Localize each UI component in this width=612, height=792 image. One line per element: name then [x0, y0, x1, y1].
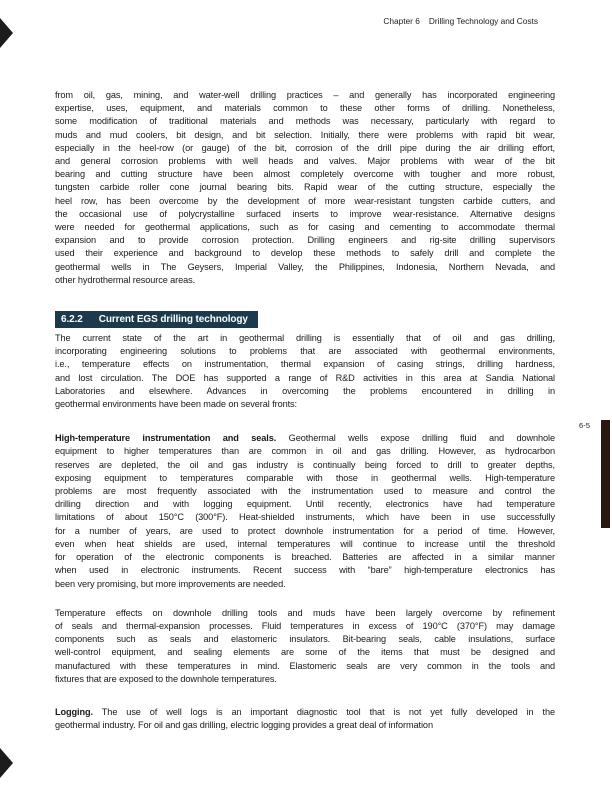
text-line: even when heat shields are used, internal temperatures will continue to increase until the threshold: [55, 538, 555, 549]
text-line: and general corrosion problems with well heads and valves. Major problems with wear of the bit: [55, 156, 555, 167]
text-line: geothermal environments have been made on several fronts:: [55, 399, 297, 410]
text-line: exposing equipment to temperatures comparable with those in geothermal wells. High-temperature: [55, 472, 555, 483]
text-line: geothermal wells in The Geysers, Imperial Valley, the Philippines, Indonesia, Northern Nevada, and: [55, 261, 555, 272]
text-line: other hydrothermal resource areas.: [55, 274, 196, 285]
paragraph-high-temperature-instrumentation: [55, 432, 555, 590]
text-line: reserves are depleted, the oil and gas industry is continually being forced to drill to greater depths,: [55, 459, 555, 470]
text-line: components such as seals and elastomeric insulators. Bit-bearing seals, cable insulations, surface: [55, 634, 555, 645]
text-line: The current state of the art in geothermal drilling is essentially that of oil and gas drilling,: [55, 333, 555, 344]
chapter-edge-bar: [601, 420, 610, 528]
text-line: tungsten carbide roller cone journal bearing bits. Rapid wear of the cutting structure, especially the: [55, 182, 555, 193]
text-line: of seals and thermal-expansion processes. Fluid temperatures in excess of 190°C (370°F) may damage: [55, 620, 555, 631]
text-line: for operation of the electronic components is breached. Batteries are affected in a similar manner: [55, 552, 555, 563]
text-line: bearing and cutting structure have been almost completely overcome with tougher and more robust,: [55, 169, 555, 180]
text-line: muds and mud coolers, bit design, and bit selection. Initially, there were problems with rapid bit wear,: [55, 129, 555, 140]
text-line: expertise, uses, equipment, and materials common to these other forms of drilling. Nonetheless,: [55, 103, 555, 114]
text-line: especially in the heel-row (or gauge) of the bit, corrosion of the drill pipe during the air drilling effort,: [55, 142, 555, 153]
text-line: for a number of years, are used to protect downhole instrumentation for a period of time. However,: [55, 525, 555, 536]
text-line: heel row, has been overcome by the development of more wear-resistant tungsten carbide cutters, and: [55, 195, 555, 206]
paragraph-temperature-effects: [55, 607, 555, 686]
running-header-title: Drilling Technology and Costs: [428, 16, 538, 26]
text-line: when used in electronic instruments. Recent success with “bare” high-temperature electronics has: [55, 565, 555, 576]
text-line: limitations of about 150°C (300°F). Heat-shielded instruments, which have been in use successfully: [55, 512, 555, 523]
text-line: manufactured with these temperatures in mind. Elastomeric seals are very common in the tools and: [55, 660, 555, 671]
text-line: used their experience and background to develop these methods to safely drill and complete the: [55, 248, 555, 259]
text-line: fixtures that are exposed to the downhole temperatures.: [55, 673, 277, 684]
text-line: were needed for geothermal applications, such as for casing and cementing to accommodate thermal: [55, 222, 555, 233]
section-title: Current EGS drilling technology: [98, 313, 248, 325]
text-line: Laboratories and elsewhere. Advances in overcoming the problems encountered in drilling in: [55, 385, 555, 396]
corner-mark-bottom-left: [0, 748, 13, 778]
text-line: incorporating engineering solutions to problems that are associated with geothermal environments,: [55, 346, 555, 357]
text-line: been very promising, but more improvements are needed.: [55, 578, 286, 589]
text-line: equipment to higher temperatures than are common in oil and gas drilling. However, as hydrocarbon: [55, 446, 555, 457]
text-line: problems are most frequently associated with the instrumentation used to measure and control the: [55, 486, 555, 497]
paragraph-current-state-of-art: [55, 332, 555, 411]
paragraph-logging: [55, 706, 555, 732]
text-line: Temperature effects on downhole drilling tools and muds have been largely overcome by refinement: [55, 607, 555, 618]
text-line: drilling direction and with logging equipment. Until recently, electronics have had temperature: [55, 499, 555, 510]
text-line: from oil, gas, mining, and water-well drilling practices – and generally has incorporated engineering: [55, 90, 555, 100]
text-line: Logging. The use of well logs is an important diagnostic tool that is not yet fully developed in the: [55, 706, 555, 717]
text-line: geothermal industry. For oil and gas drilling, electric logging provides a great deal of information: [55, 720, 433, 731]
text-line: expansion and to provide corrosion protection. Drilling engineers and rig-site drilling supervisors: [55, 235, 555, 246]
text-line: High-temperature instrumentation and seals. Geothermal wells expose drilling fluid and downhole: [55, 433, 555, 444]
text-line: some modification of traditional materials and methods was necessary, particularly with regard to: [55, 116, 555, 127]
paragraph-drilling-practices: [55, 89, 555, 287]
text-line: the occasional use of polycrystalline surfaced inserts to improve wear-resistance. Alternative designs: [55, 208, 555, 219]
running-header: [383, 16, 538, 26]
running-header-chapter: Chapter 6: [383, 16, 420, 26]
text-line: well-control equipment, and sealing elements are some of the items that must be designed and: [55, 647, 555, 658]
section-heading-bar: [55, 311, 258, 328]
page-number-tab: 6-5: [579, 421, 590, 430]
text-line: i.e., temperature effects on instrumentation, thermal expansion of casing strings, drilling hardness,: [55, 359, 555, 370]
body-text-column: [55, 89, 555, 732]
section-number: 6.2.2: [61, 313, 83, 325]
text-line: and lost circulation. The DOE has supported a range of R&D activities in this area at Sandia National: [55, 372, 555, 383]
corner-mark-top-left: [0, 18, 13, 48]
